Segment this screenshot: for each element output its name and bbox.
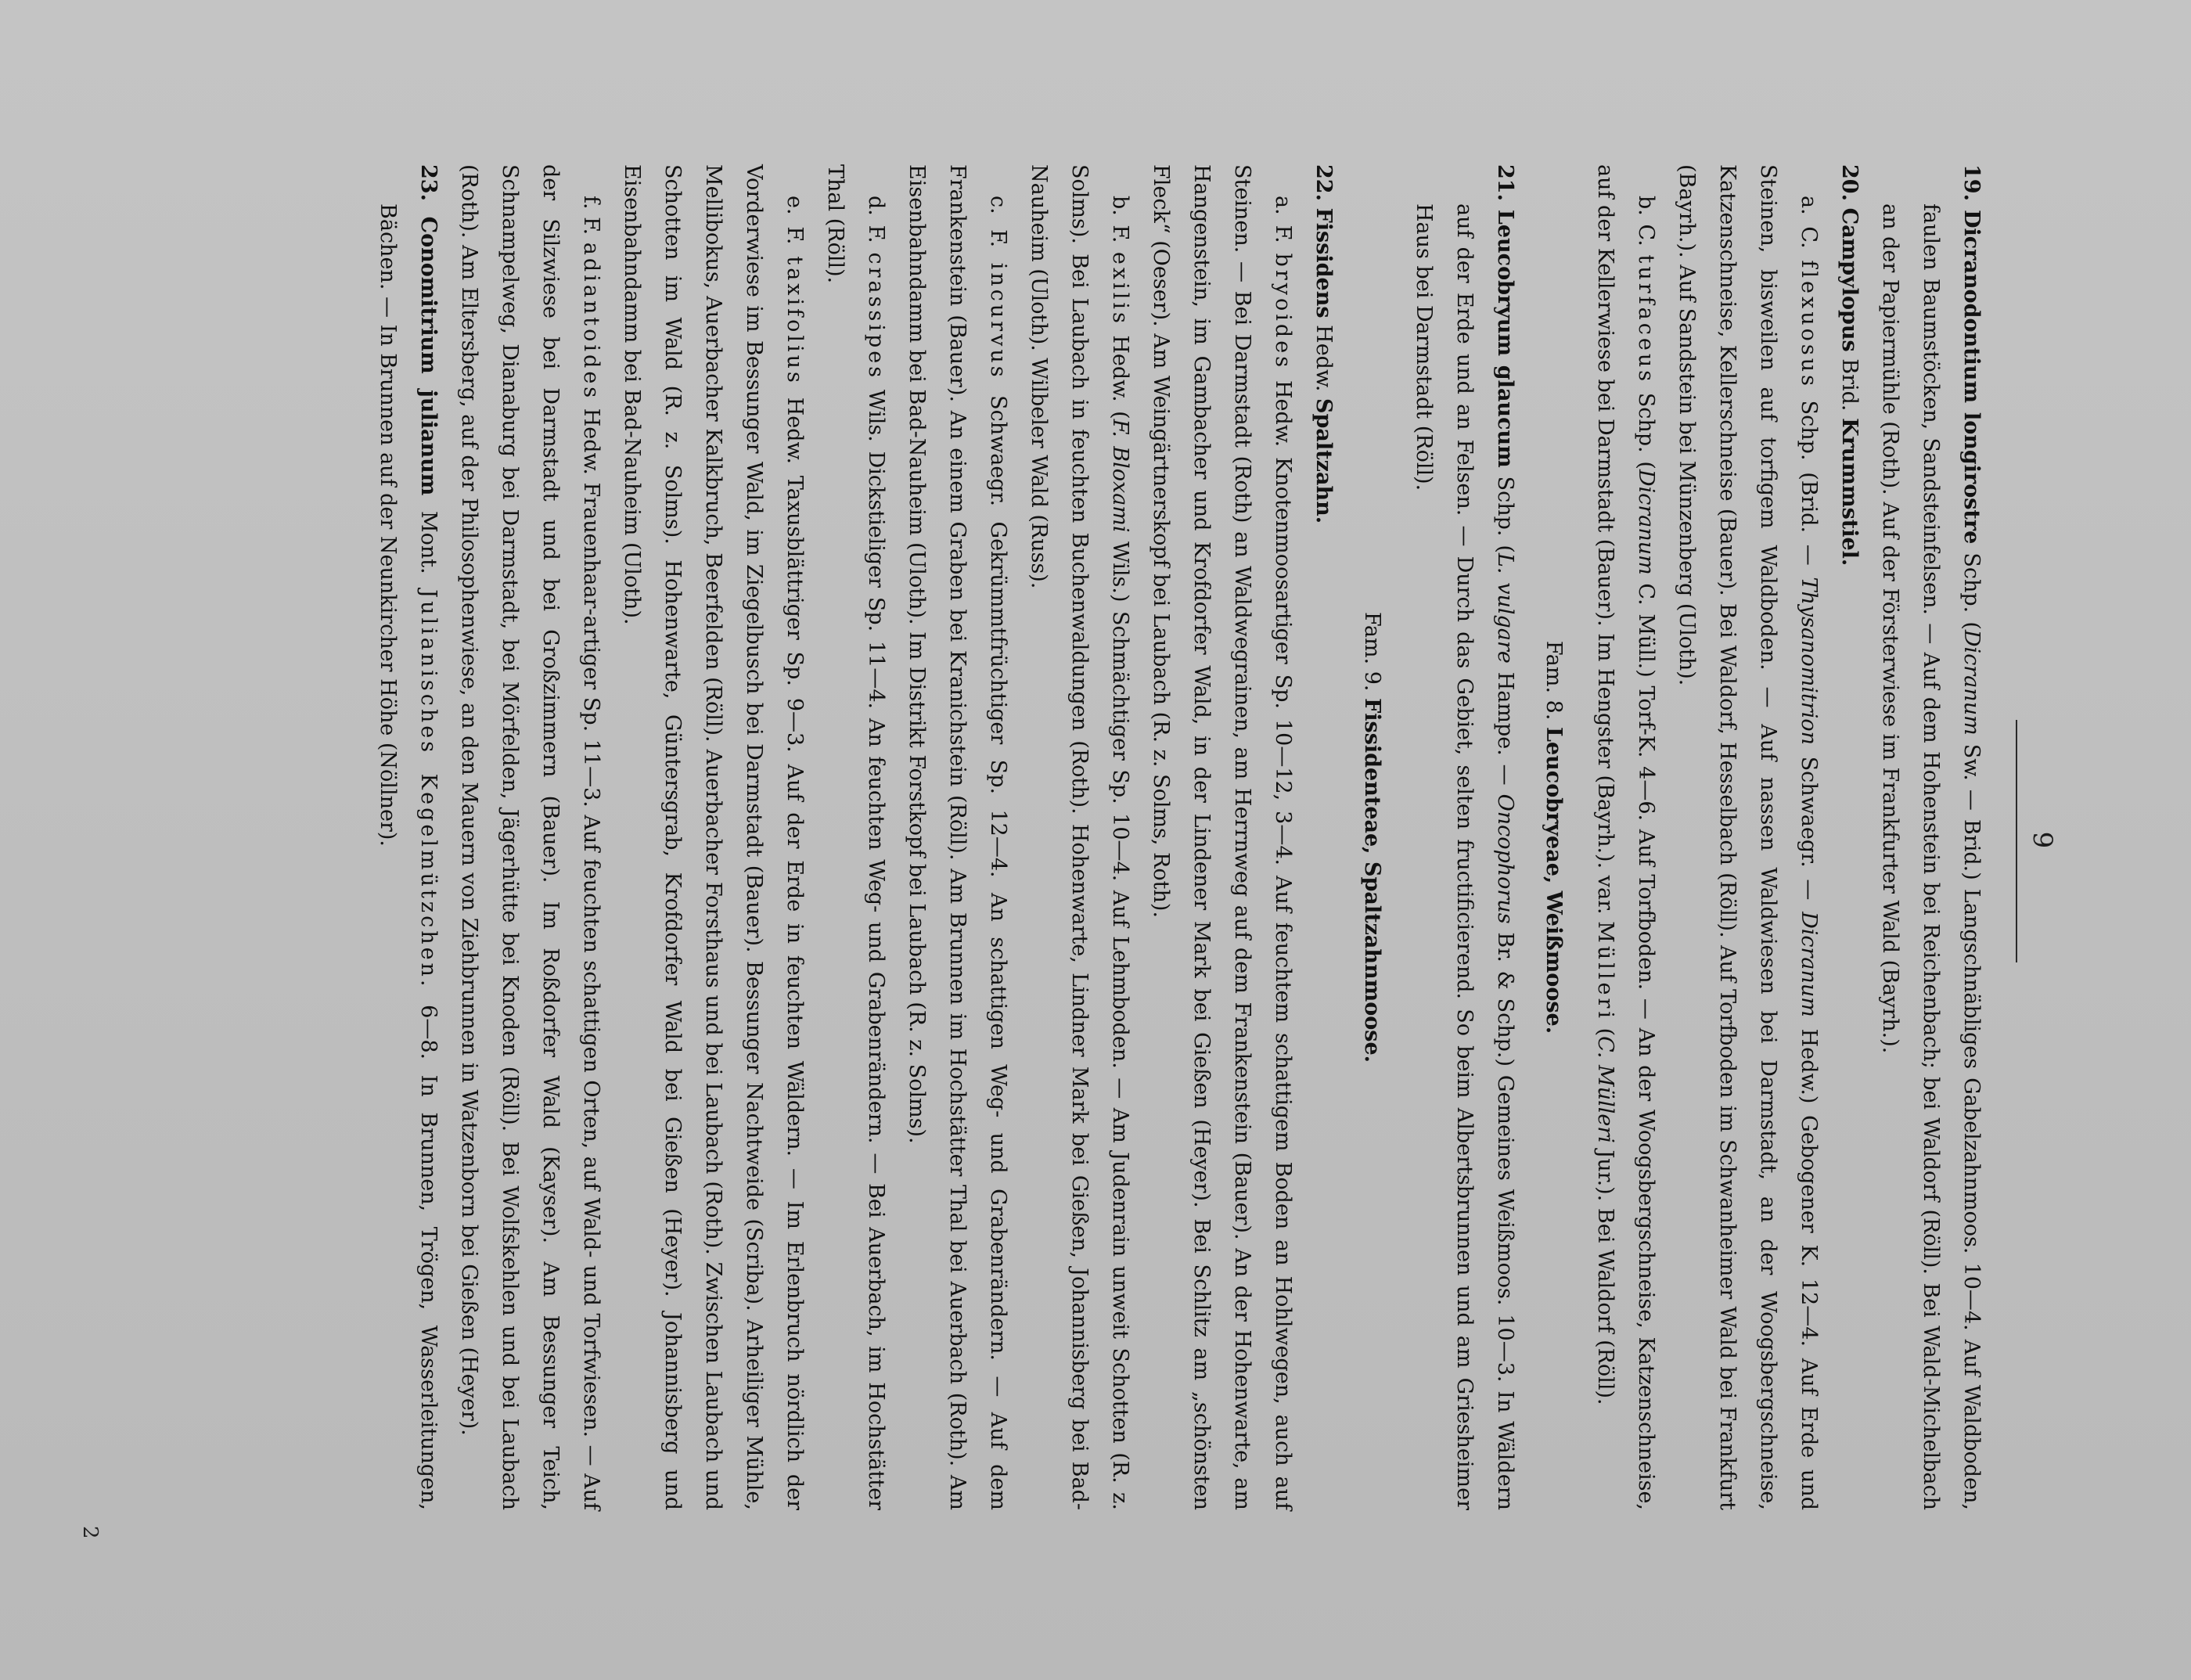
common-name: Julianisches Kegelmützchen. (416, 589, 441, 990)
entry-text: Jur.). Bei Waldorf (Röll). (1593, 1142, 1617, 1405)
entry-text: ( (1593, 1021, 1617, 1037)
entry-text: f. F. (579, 196, 603, 243)
entry-text: C. Müll.) Torf-K. 4—6. Auf Torfboden. — An der Woogsbergschneise, Katzenschneise, auf der Kellerwiese bei Darmstadt (Bauer). Im Hengster (Bayrh.). var. (1593, 164, 1658, 1511)
author: Brid. (1837, 351, 1862, 419)
family-name: Fissidenteae, Spaltzahnmoose. (1360, 698, 1384, 1063)
entry-23 (367, 164, 448, 1510)
entry-20b (1585, 164, 1666, 1510)
page-body (367, 164, 1991, 1510)
species-name: Conomitrium julianum (416, 216, 441, 496)
species-epithet: incurvus (986, 262, 1010, 380)
entry-22a (1140, 164, 1303, 1510)
entry-19 (1869, 164, 1991, 1510)
species-epithet: taxifolius (782, 256, 807, 386)
common-name: Krummstiel. (1837, 418, 1862, 567)
synonym: C. Mülleri (1593, 1036, 1617, 1143)
species-name: Leucobryum glaucum (1493, 209, 1517, 468)
genus-name: Campylopus (1837, 207, 1862, 352)
entry-number: 20. (1837, 164, 1862, 201)
entry-text: a. C. (1797, 196, 1821, 261)
entry-text: Wils.) Schmächtiger Sp. 10—4. Auf Lehmboden. — Am Judenrain unweit Schotten (R. z. Solms). Bei Laubach in feuchten Buchenwaldungen (Roth). Hohenwarte, Lindner Mark bei Gießen, Johannisberg bei Bad-Nauheim (Uloth). Wilbeler Wald (Russ). (1027, 164, 1132, 1510)
author: Schp. ( (1959, 544, 1984, 630)
page-header (2003, 0, 2058, 1680)
species-epithet: flexuosus (1797, 260, 1821, 389)
entry-text: d. F. (864, 196, 888, 253)
entry-text: 6—8. In Brunnen, Trögen, Wasserleitungen, Bächen. — In Brunnen auf der Neunkircher Höhe (Nöllner). (376, 203, 441, 1510)
entry-text: Schp. ( (1493, 467, 1517, 553)
entry-text: Schwaegr. — (1797, 744, 1821, 912)
entry-22e (611, 164, 815, 1510)
author: Hedw. (1311, 318, 1336, 399)
synonym: Thysanomitrion (1797, 577, 1821, 745)
entry-text: Hedw. Frauenhaar-artiger Sp. 11—3. Auf feuchten schattigen Orten, auf Wald- und Torfwiesen. — Auf der Silzwiese bei Darmstadt und bei Großzimmern (Bauer). Im Roßdorfer Wald (Kayser). Am Bessunger Teich, Schnampelweg, Dianaburg bei Darmstadt, bei Mörfelden, Jägerhütte bei Knoden (Röll). Bei Wolfskehlen und bei Laubach (Roth). Am Eltersberg, auf der Philosophenwiese, an den Mauern von Ziehbrunnen in Watzenborn bei Gießen (Heyer). (457, 164, 603, 1511)
entry-22d (815, 164, 896, 1510)
entry-22 (1303, 164, 1344, 1510)
entry-text: Wils. Dickstieliger Sp. 11—4. An feuchten Weg- und Grabenrändern. — Bei Auerbach, im Hochstätter Thal (Röll). (823, 164, 888, 1510)
entry-text: e. F. (782, 196, 807, 257)
entry-number: 23. (416, 164, 441, 201)
species-epithet: exilis (1108, 251, 1132, 326)
entry-text: Schp. ( (1634, 384, 1658, 469)
synonym: Dicranum (1634, 469, 1658, 575)
entry-text: Sw. — Brid.) Langschnäbliges Gabelzahnmoos. 10—4. Auf Waldboden, faulen Baumstöcken, Sandsteinfelsen. — Auf dem Hohenstein bei Reichenbach; bei Waldorf (Röll). Bei Wald-Michelbach an der Papiermühle (Roth). Auf der Försterwiese im Frankfurter Wald (Bayrh.). (1878, 203, 1984, 1510)
synonym: Oncophorus (1493, 793, 1517, 924)
entry-text: b. F. (1108, 196, 1132, 252)
entry-number: 19. (1959, 164, 1984, 201)
author: Mont. (416, 495, 441, 590)
entry-text: Schp. (Brid. — (1797, 388, 1821, 577)
entry-21 (1403, 164, 1525, 1510)
entry-22f (448, 164, 611, 1510)
family-prefix: Fam. 9. (1360, 611, 1384, 699)
entry-number: 21. (1493, 164, 1517, 201)
entry-20 (1829, 164, 1869, 1510)
entry-text: c. F. (986, 196, 1010, 263)
entry-text: Schwaegr. Gekrümmtfrüchtiger Sp. 12—4. An schattigen Weg- und Grabenrändern. — Auf dem Frankenstein (Bauer). An einem Graben bei Kranichstein (Röll). Am Brunnen im Hochstätter Thal bei Auerbach (Roth). Am Eisenbahndamm bei Bad-Nauheim (Uloth). Im Distrikt Forstkopf bei Laubach (R. z. Solms). (905, 164, 1010, 1510)
species-epithet: adiantoides (579, 242, 603, 401)
family-heading-9 (1351, 164, 1392, 1510)
entry-22c (896, 164, 1018, 1510)
synonym: L. vulgare (1493, 552, 1517, 664)
signature-mark: 2 (78, 1526, 102, 1539)
entry-text: Hampe. — (1493, 663, 1517, 794)
entry-text: a. F. (1271, 196, 1295, 254)
species-epithet: bryoides (1271, 253, 1295, 371)
entry-text: Hedw. Taxusblättriger Sp. 9—3. Auf der Erde in feuchten Wäldern. — Im Erlenbruch nördlich der Vorderwiese im Bessunger Wald, im Ziegelbusch bei Darmstadt (Bauer). Bessunger Nachtweide (Scriba). Arheiliger Mühle, Mellibokus, Auerbacher Kalkbruch, Beerfelden (Röll). Auerbacher Forsthaus und bei Laubach (Roth). Zwischen Laubach und Schotten im Wald (R. z. Solms). Hohenwarte, Güntersgrab, Krofdorfer Wald bei Gießen (Heyer). Johannisberg und Eisenbahndamm bei Bad-Nauheim (Uloth). (620, 164, 807, 1510)
entry-text: b. C. (1634, 196, 1658, 255)
entry-number: 22. (1311, 164, 1336, 201)
species-name: Dicranodontium longirostre (1959, 210, 1984, 545)
entry-text: Hedw.) Gebogener K. 12—4. Auf Erde und Steinen, bisweilen auf torfigem Waldboden. — Auf nassen Waldwiesen bei Darmstadt, an der Woogsbergschneise, Katzenschneise, Kellerschneise (Bauer). Bei Waldorf, Hesselbach (Röll). Auf Torfboden im Schwanheimer Wald bei Frankfurt (Bayrh.). Auf Sandstein bei Münzenberg (Uloth). (1675, 164, 1821, 1510)
entry-22b (1018, 164, 1140, 1510)
family-prefix: Fam. 8. (1542, 640, 1566, 727)
synonym: F. Bloxami (1108, 419, 1132, 533)
header-rule (2016, 720, 2017, 962)
page-number: 9 (2027, 831, 2058, 849)
common-name: Spaltzahn. (1311, 398, 1336, 524)
family-name: Leucobryeae, Weißmoose. (1542, 726, 1566, 1034)
species-epithet: crassipes (864, 252, 888, 381)
entry-text: Hedw. ( (1108, 326, 1132, 419)
entry-text: Br. & Schp.) Gemeines Weißmoos. 10—3. In Wäldern auf der Erde und an Felsen. — Durch das Gebiet, selten fructificierend. So beim Albertsbrunnen und am Griesheimer Haus bei Darmstadt (Röll). (1412, 203, 1517, 1510)
genus-name: Fissidens (1311, 207, 1336, 318)
synonym: Dicranum (1959, 629, 1984, 736)
synonym: Dicranum (1797, 912, 1821, 1017)
entry-text: Hedw. Knotenmoosartiger Sp. 10—12, 3—4. Auf feuchtem schattigem Boden an Hohlwegen, auch auf Steinen. — Bei Darmstadt (Roth) an Waldwegrainen, am Herrnweg auf dem Frankenstein (Bauer). An der Hohenwarte, am Hangenstein, im Gambacher und Krofdorfer Wald, in der Lindener Mark bei Gießen (Heyer). Bei Schlitz am „schönsten Fleck“ (Oeser). Am Weingärtnerskopf bei Laubach (R. z. Solms, Roth). (1149, 164, 1295, 1510)
species-epithet: turfaceus (1634, 254, 1658, 385)
variety-name: Mülleri (1593, 921, 1617, 1022)
family-heading-8 (1533, 164, 1574, 1510)
entry-20a (1666, 164, 1829, 1510)
